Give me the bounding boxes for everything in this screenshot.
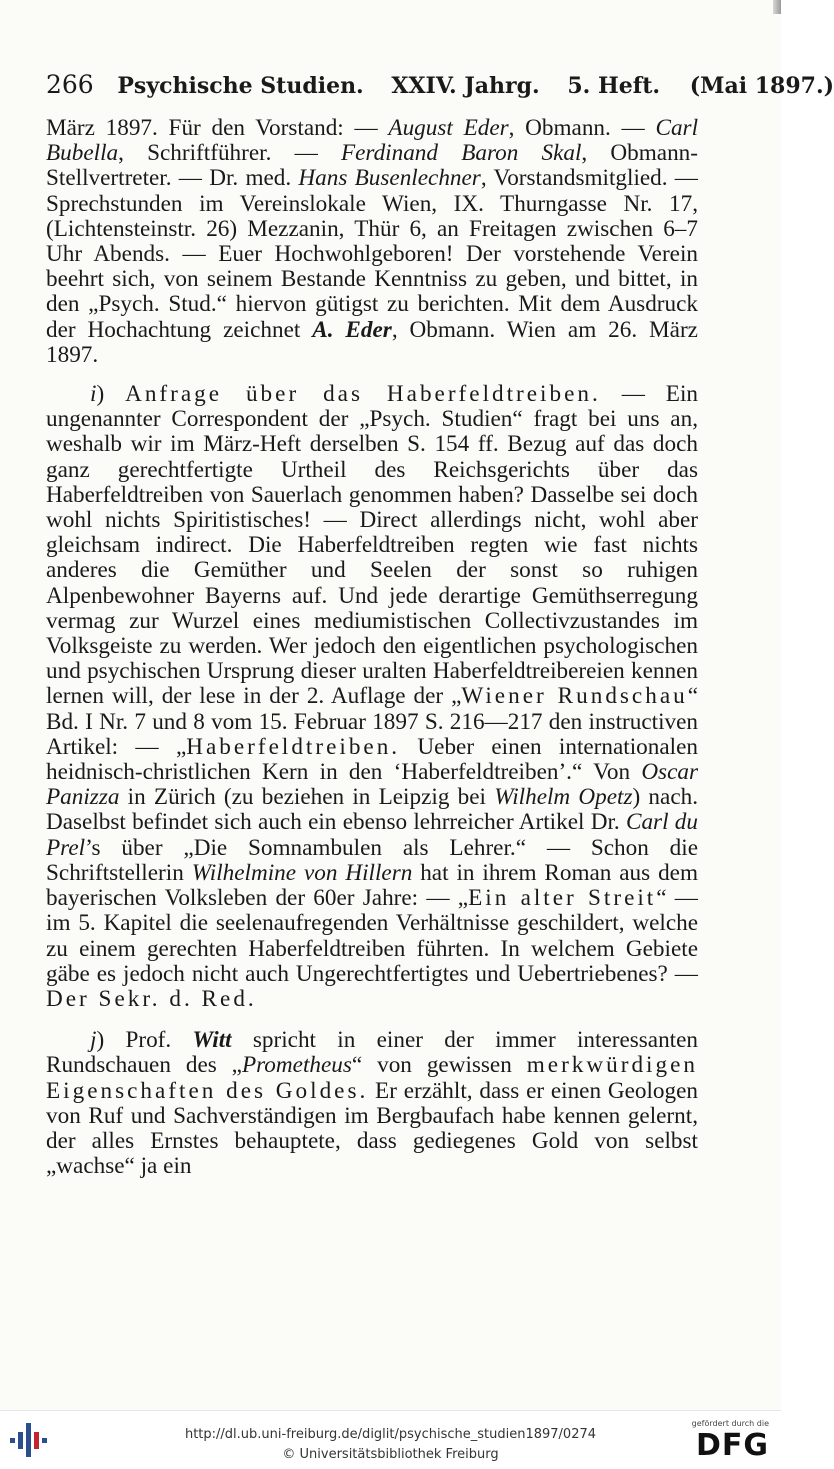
dfg-logo: DFG	[695, 1428, 769, 1463]
text-run: , Vorstandsmitglied. — Sprechstunden im Vereinslokale Wien, IX. Thurngasse Nr. 17, (Lichtensteinstr. 26) Mezzanin, Thür 6, an Freitagen zwischen 6–7 Uhr Abends. — Euer Hochwohlgeboren! Der vorstehende Verein beehrt sich, von seinem Bestande Kenntniss zu geben, und bittet, in den „Psych. Stud.“ hiervon gütigst zu berichten. Mit dem Ausdruck der Hochachtung zeichnet	[46, 165, 698, 343]
volume: XXIV. Jahrg.	[391, 73, 540, 99]
running-head	[46, 70, 834, 99]
person-name: Oscar Panizza	[46, 759, 698, 811]
text-run: ) nach. Daselbst befindet sich auch ein ebenso lehrreicher Artikel Dr.	[46, 784, 699, 836]
text-run: hat in ihrem Roman aus dem bayerischen Volksleben der 60er Jahre: — „	[46, 859, 699, 912]
journal-title: Psychische Studien.	[117, 73, 364, 99]
text-run: Er erzählt, dass er einen Geologen von Ruf und Sachverständigen im Bergbaufach habe kennen gelernt, der alles Ernstes behauptete, dass gediegenes Gold von selbst „wachse“ ja ein	[46, 1077, 698, 1180]
viewer-footer	[0, 1410, 781, 1469]
paragraph-i-haberfeldtreiben	[46, 382, 698, 1012]
spaced-title: Ein alter Streit	[468, 885, 657, 912]
spaced-title: Wiener Rundschau	[461, 683, 688, 710]
signature-name: A. Eder	[312, 316, 392, 343]
person-name: Wilhelmine von Hillern	[191, 859, 413, 886]
paragraph-j-gold	[46, 1028, 698, 1179]
text-run: )	[96, 381, 126, 408]
text-run: , Schriftführer. —	[118, 140, 341, 167]
person-name: Wilhelm Opetz	[494, 784, 633, 811]
paragraph-vorstand	[46, 116, 698, 368]
section-letter: j	[90, 1027, 97, 1054]
section-heading: Anfrage über das Haberfeldtreiben.	[125, 381, 601, 408]
text-run: “ Bd. I Nr. 7 und 8 vom 15. Februar 1897 S. 216—217 den instructiven Artikel: — „	[46, 683, 698, 760]
text-run: , Obmann. Wien am 26. März 1897.	[46, 316, 698, 368]
person-name: Carl du Prel	[46, 809, 698, 861]
journal-name: Prometheus	[241, 1052, 352, 1079]
text-run: , Obmann-Stellvertreter. — Dr. med.	[46, 140, 698, 192]
body-text	[46, 116, 698, 1179]
permalink-url[interactable]: http://dl.ub.uni-freiburg.de/diglit/psychische_studien1897/0274	[184, 1427, 597, 1442]
person-name: Carl Bubella	[46, 115, 699, 167]
issue-date: (Mai 1897.)	[689, 73, 834, 99]
page-number: 266	[46, 70, 94, 99]
spaced-title: merkwürdigen Eigenschaften des Goldes.	[46, 1052, 698, 1104]
person-name: Witt	[192, 1027, 232, 1054]
person-name: Hans Busenlechner	[298, 165, 481, 192]
text-run: — Ein ungenannter Correspondent der „Psych. Studien“ fragt bei uns an, weshalb wir im März-Heft derselben S. 154 ff. Bezug auf das doch ganz gerechtfertigte Urtheil des Reichsgerichts über das Haberfeldtreiben von Sauerlach genommen haben? Dasselbe sei doch wohl nichts Spiritistisches! — Direct allerdings nicht, wohl aber gleichsam indirect. Die Haberfeldtreiben regten wie fast nichts anderes die Gemüther und Seelen der sonst so ruhigen Alpenbewohner Bayerns auf. Und jede derartige Gemüthserregung vermag zur Wurzel eines mediumistischen Collectivzustandes im Volksgeiste zu werden. Wer jedoch den eigentlichen psychologischen und psychischen Ursprung dieser uralten Haberfeldtreibereien kennen lernen will, der lese in der 2. Auflage der „	[46, 381, 698, 710]
section-letter: i	[90, 381, 97, 408]
text-run: spricht in einer der immer interessanten Rundschauen des „	[46, 1027, 699, 1079]
editor-signature: Der Sekr. d. Red.	[46, 985, 257, 1012]
person-name: August Eder	[388, 115, 509, 141]
issue: 5. Heft.	[567, 73, 661, 99]
text-run: “ von gewissen	[351, 1052, 527, 1079]
text-run: , Obmann. —	[508, 115, 656, 141]
text-run: Ueber einen internationalen heidnisch-christlichen Kern in den ‘Haberfeldtreiben’.“ Von	[46, 733, 698, 786]
text-run: ) Prof.	[96, 1027, 193, 1054]
copyright-notice: © Universitätsbibliothek Freiburg	[282, 1447, 499, 1462]
spaced-title: Haberfeldtreiben.	[186, 733, 401, 760]
page-edge-mark	[773, 0, 781, 14]
text-run: “ — im 5. Kapitel die seelenaufregenden Verhältnisse geschildert, welche zu einem gerechten Haberfeldtreiben führten. In welchem Gebiete gäbe es jedoch nicht auch Ungerechtfertigtes und Uebertriebenes? —	[46, 885, 698, 987]
text-run: ’s über „Die Somnambulen als Lehrer.“ — Schon die Schriftstellerin	[46, 834, 698, 886]
dfg-tagline: gefördert durch die	[691, 1419, 769, 1428]
person-name: Ferdinand Baron Skal	[340, 140, 582, 167]
text-run: März 1897. Für den Vorstand: —	[46, 115, 389, 141]
text-run: in Zürich (zu beziehen in Leipzig bei	[119, 784, 495, 811]
